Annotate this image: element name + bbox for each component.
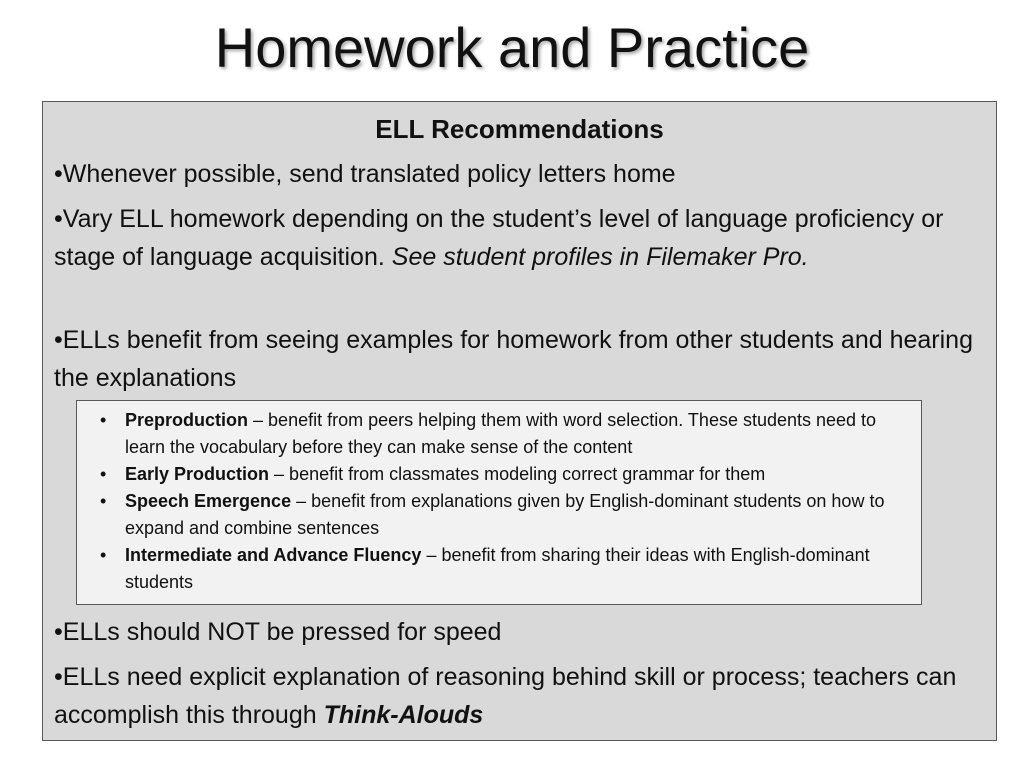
bullet-translated-letters <box>54 155 974 193</box>
list-item <box>77 407 921 461</box>
list-item <box>77 488 921 542</box>
stage-term: Speech Emergence <box>125 491 292 511</box>
bullet-dot: • <box>54 663 63 691</box>
recommendations-panel <box>42 101 997 741</box>
bullet-dot: • <box>100 410 107 430</box>
panel-heading: ELL Recommendations <box>375 114 664 144</box>
stage-text: – benefit from classmates modeling correct grammar for them <box>274 464 766 484</box>
bullet-text: ELLs need explicit explanation of reasoning behind skill or process; teachers can accomplish this through <box>54 663 957 729</box>
list-item <box>77 461 921 488</box>
bullet-dot: • <box>54 160 63 188</box>
stage-term: Preproduction <box>125 410 249 430</box>
bullet-think-alouds <box>54 658 974 734</box>
bullet-speed <box>54 613 974 651</box>
bullet-dot: • <box>100 545 107 565</box>
list-item <box>77 542 921 596</box>
stage-text: – benefit from explanations given by English-dominant students on how to expand and combine sentences <box>125 491 885 538</box>
stages-list <box>77 401 921 596</box>
slide-title: Homework and Practice <box>214 16 810 79</box>
think-alouds-term: Think-Alouds <box>323 701 484 729</box>
bullet-text: ELLs benefit from seeing examples for homework from other students and hearing the explanations <box>54 326 973 392</box>
bullet-dot: • <box>54 205 63 233</box>
stage-text: – benefit from peers helping them with word selection. These students need to learn the vocabulary before they can make sense of the content <box>125 410 877 457</box>
bullet-italic-note: See student profiles in Filemaker Pro. <box>391 243 809 271</box>
bullet-text: Whenever possible, send translated policy letters home <box>62 160 676 188</box>
bullet-text: Vary ELL homework depending on the student’s level of language proficiency or stage of language acquisition. <box>54 205 944 271</box>
stages-box <box>76 400 922 605</box>
bullet-dot: • <box>54 326 63 354</box>
stage-term: Intermediate and Advance Fluency <box>125 545 422 565</box>
stage-term: Early Production <box>125 464 270 484</box>
bullet-dot: • <box>54 618 63 646</box>
bullet-dot: • <box>100 464 107 484</box>
stage-text: – benefit from sharing their ideas with English-dominant students <box>125 545 870 592</box>
bullet-examples <box>54 321 974 397</box>
bullet-text: ELLs should NOT be pressed for speed <box>62 618 502 646</box>
bullet-dot: • <box>100 491 107 511</box>
bullet-vary-homework <box>54 200 974 276</box>
